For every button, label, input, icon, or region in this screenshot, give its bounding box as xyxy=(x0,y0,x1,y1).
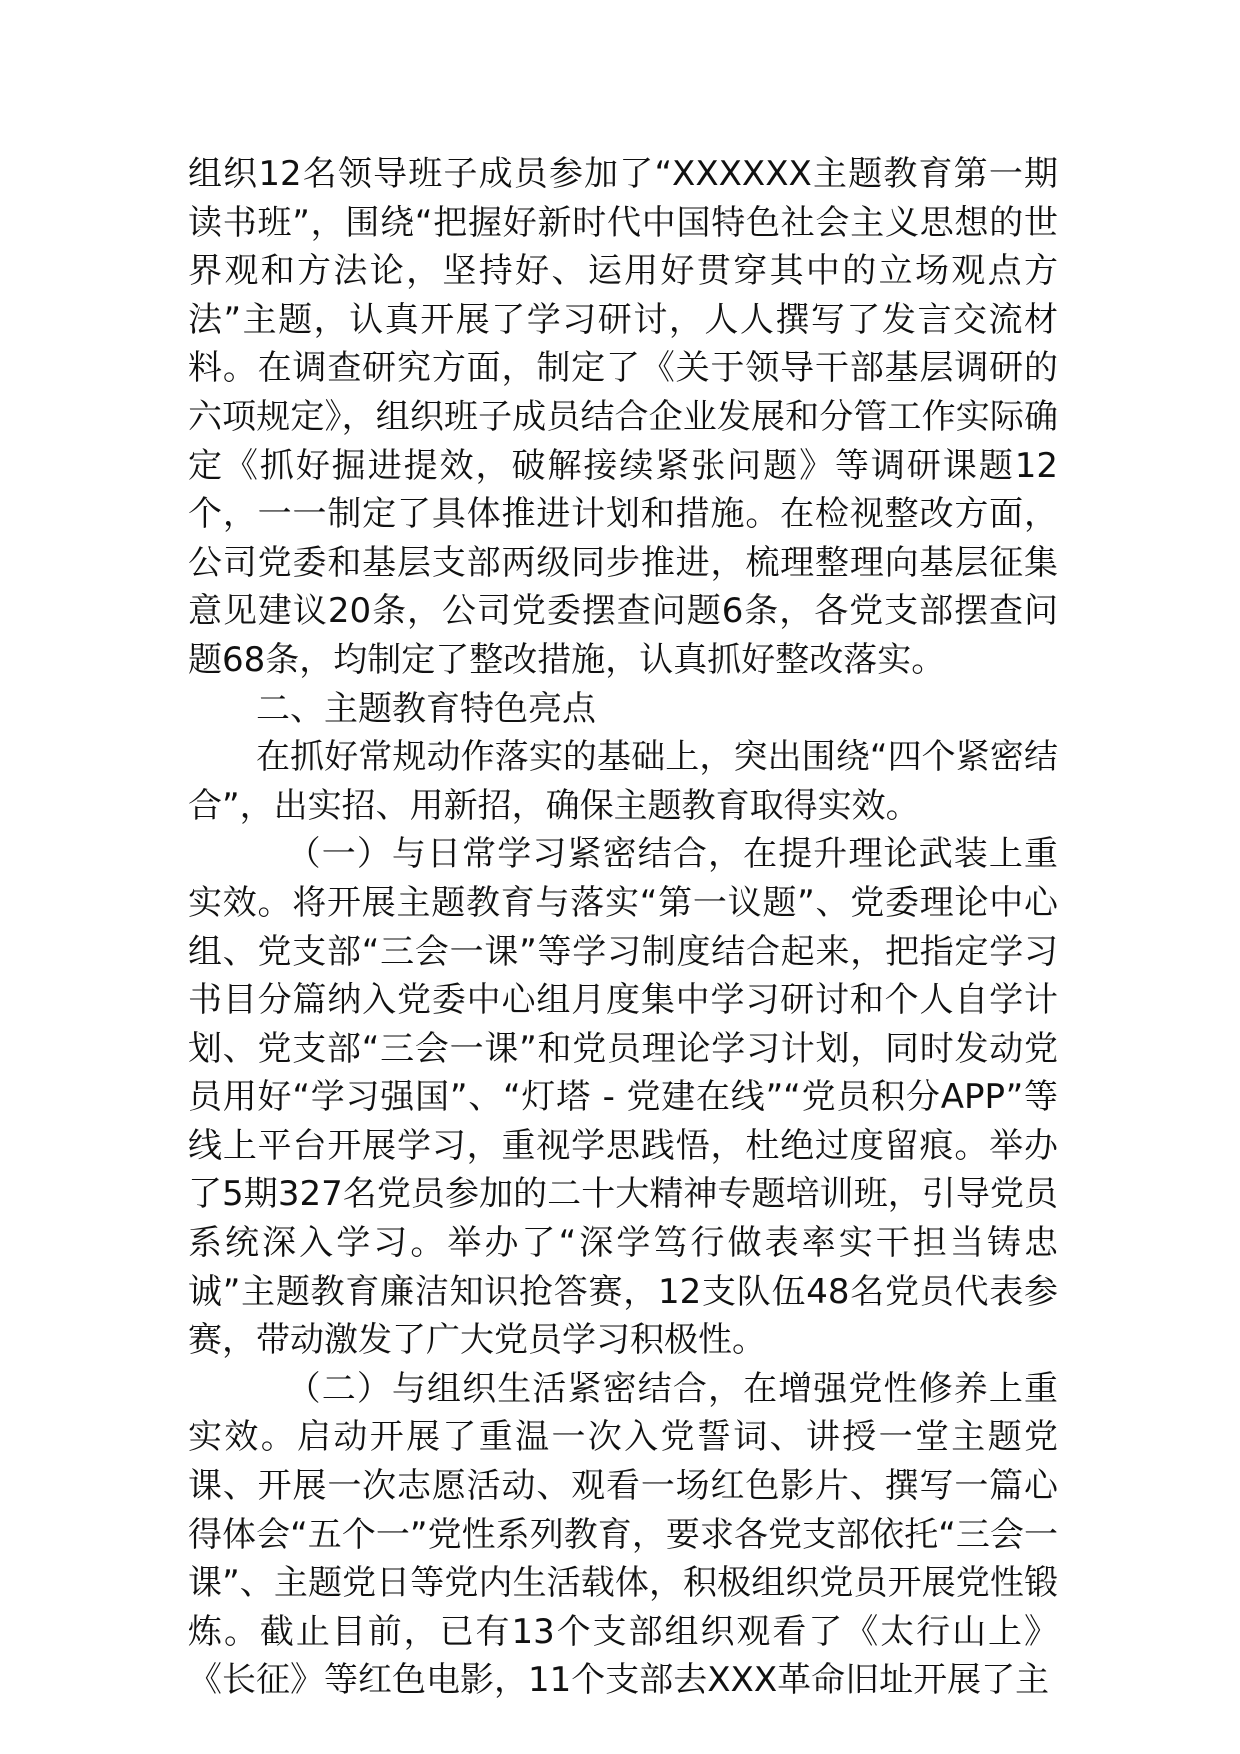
paragraph-intro: 在抓好常规动作落实的基础上，突出围绕“四个紧密结合”，出实招、用新招，确保主题教育取得实效。 xyxy=(188,737,1058,826)
section-heading: 二、主题教育特色亮点 xyxy=(256,688,596,729)
paragraph-continuation: 组织12名领导班子成员参加了“XXXXXX主题教育第一期读书班”，围绕“把握好新时代中国特色社会主义思想的世界观和方法论，坚持好、运用好贯穿其中的立场观点方法”主题，认真开展了学习研讨，人人撰写了发言交流材料。在调查研究方面，制定了《关于领导干部基层调研的六项规定》，组织班子成员结合企业发展和分管工作实际确定《抓好掘进提效，破解接续紧张问题》等调研课题12个，一一制定了具体推进计划和措施。在检视整改方面，公司党委和基层支部两级同步推进，梳理整理向基层征集意见建议20条，公司党委摆查问题6条，各党支部摆查问题68条，均制定了整改措施，认真抓好整改落实。 xyxy=(188,154,1058,680)
paragraph-point-two: （二）与组织生活紧密结合，在增强党性修养上重实效。启动开展了重温一次入党誓词、讲授一堂主题党课、开展一次志愿活动、观看一场红色影片、撰写一篇心得体会“五个一”党性系列教育，要求各党支部依托“三会一课”、主题党日等党内生活载体，积极组织党员开展党性锻炼。截止目前，已有13个支部组织观看了《太行山上》《长征》等红色电影，11个支部去XXX革命旧址开展了主 xyxy=(188,1368,1058,1701)
paragraph-point-one: （一）与日常学习紧密结合，在提升理论武装上重实效。将开展主题教育与落实“第一议题”、党委理论中心组、党支部“三会一课”等学习制度结合起来，把指定学习书目分篇纳入党委中心组月度集中学习研讨和个人自学计划、党支部“三会一课”和党员理论学习计划，同时发动党员用好“学习强国”、“灯塔 - 党建在线”“党员积分APP”等线上平台开展学习，重视学思践悟，杜绝过度留痕。举办了5期327名党员参加的二十大精神专题培训班，引导党员系统深入学习。举办了“深学笃行做表率实干担当铸忠诚”主题教育廉洁知识抢答赛，12支队伍48名党员代表参赛，带动激发了广大党员学习积极性。 xyxy=(188,834,1058,1361)
document-page xyxy=(188,150,1058,1705)
